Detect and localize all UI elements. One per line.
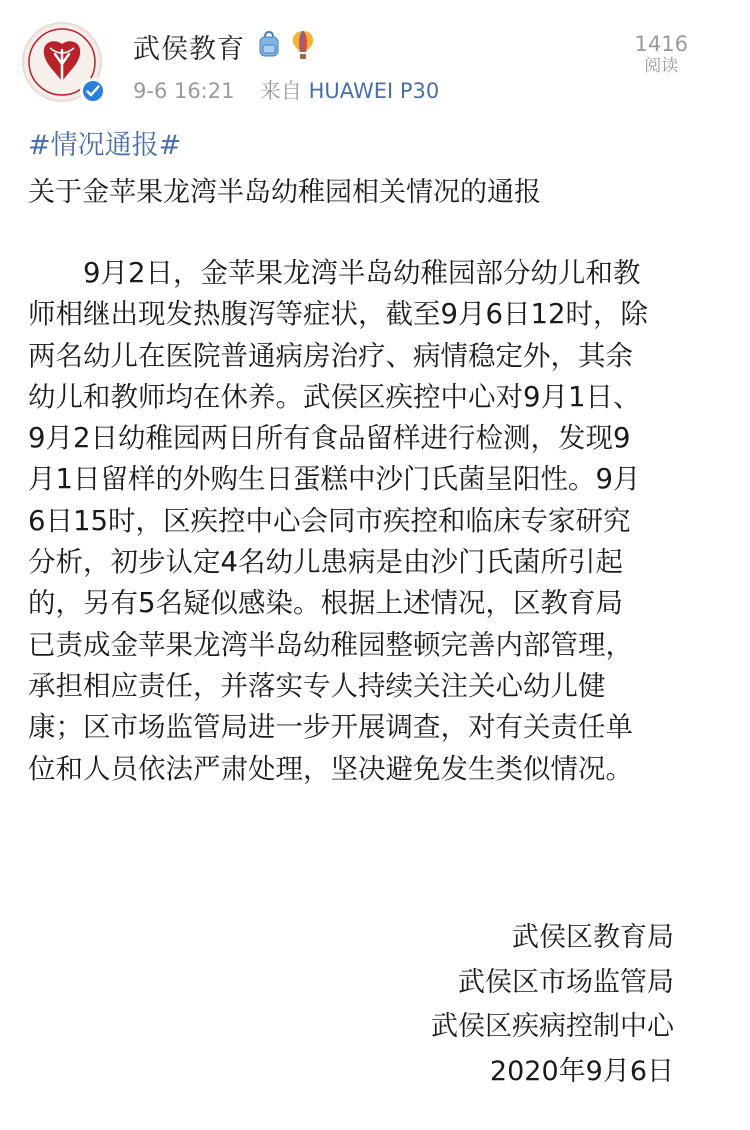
read-count [635,33,688,77]
hashtag-link[interactable]: #情况通报# [28,130,182,161]
title-icons [256,30,316,58]
backpack-icon [256,30,282,58]
hot-air-balloon-icon [290,30,316,58]
post-header [0,0,750,110]
device-link[interactable]: HUAWEI P30 [308,79,440,103]
body-line: 月1日留样的外购生日蛋糕中沙门氏菌呈阳性。9月 [28,463,641,496]
body-line: 位和人员依法严肃处理，坚决避免发生类似情况。 [28,752,633,785]
post-meta [133,75,439,105]
body-line: 师相继出现发热腹泻等症状，截至9月6日12时，除 [28,298,648,331]
account-name[interactable]: 武侯教育 [133,34,245,65]
body-line: 承担相应责任，并落实专人持续关注关心幼儿健 [28,669,606,702]
body-line: 幼儿和教师均在休养。武侯区疾控中心对9月1日、 [28,380,641,413]
source-prefix: 来自 [259,79,302,103]
post-body [28,253,728,790]
body-line: 分析，初步认定4名幼儿患病是由沙门氏菌所引起 [28,546,623,579]
signature-education-bureau: 武侯区教育局 [512,922,674,953]
body-line: 6日15时，区疾控中心会同市疾控和临床专家研究 [28,504,631,537]
post-title: 关于金苹果龙湾半岛幼稚园相关情况的通报 [28,177,541,208]
verified-badge-icon [80,78,106,104]
read-count-label: 阅读 [644,56,679,76]
body-line: 康；区市场监管局进一步开展调查，对有关责任单 [28,711,633,744]
body-line: 已责成金苹果龙湾半岛幼稚园整顿完善内部管理， [28,628,633,661]
body-line: 9月2日，金苹果龙湾半岛幼稚园部分幼儿和教 [28,257,641,289]
signature-cdc: 武侯区疾病控制中心 [431,1011,674,1042]
read-count-number: 1416 [634,32,688,56]
body-line: 9月2日幼稚园两日所有食品留样进行检测，发现9 [28,422,631,455]
signature-market-regulation: 武侯区市场监管局 [458,967,674,998]
signature-date: 2020年9月6日 [489,1056,674,1087]
post-time: 9-6 16:21 [133,79,235,103]
body-line: 的，另有5名疑似感染。根据上述情况，区教育局 [28,587,623,620]
body-line: 两名幼儿在医院普通病房治疗、病情稳定外，其余 [28,339,633,372]
